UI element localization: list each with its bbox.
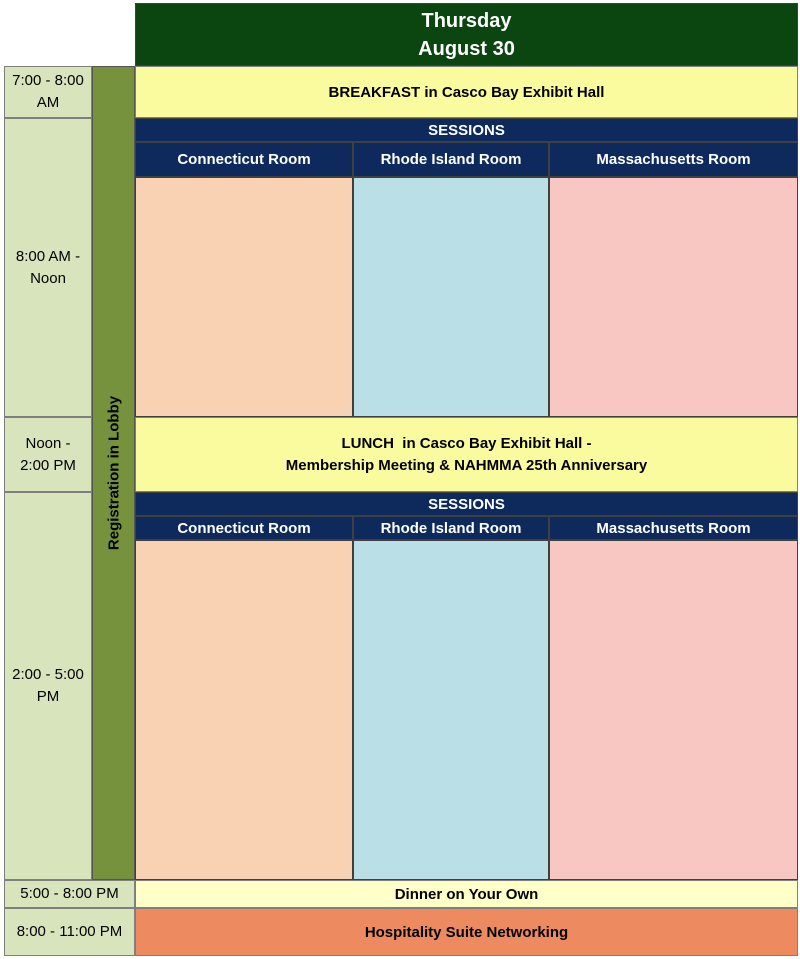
session-block-rhode-island-am — [353, 177, 549, 417]
time-slot-lunch — [4, 417, 92, 492]
day-header — [135, 3, 798, 66]
day-name: Thursday — [421, 9, 512, 32]
session-block-massachusetts-pm — [549, 540, 798, 880]
room-label: Massachusetts Room — [596, 519, 751, 537]
time-slot-breakfast — [4, 66, 92, 118]
time-slot-morning-sessions — [4, 118, 92, 417]
room-header-rhode-island — [353, 516, 549, 540]
time-label: 7:00 - 8:00 AM — [12, 72, 84, 111]
lunch-line-1: LUNCH in Casco Bay Exhibit Hall - — [341, 434, 592, 452]
session-block-connecticut-am — [135, 177, 353, 417]
time-label: 2:00 - 5:00 PM — [12, 666, 84, 705]
sessions-pm-header — [135, 492, 798, 516]
room-header-connecticut — [135, 516, 353, 540]
lunch-line-2: Membership Meeting & NAHMMA 25th Anniversary — [285, 456, 648, 474]
room-label: Massachusetts Room — [596, 151, 751, 168]
hospitality-label: Hospitality Suite Networking — [364, 923, 569, 941]
lunch-event — [135, 417, 798, 492]
time-label: 8:00 - 11:00 PM — [16, 923, 123, 940]
room-header-massachusetts — [549, 142, 798, 177]
dinner-label: Dinner on Your Own — [394, 885, 539, 903]
sessions-label: SESSIONS — [428, 495, 505, 513]
breakfast-label: BREAKFAST in Casco Bay Exhibit Hall — [328, 83, 605, 101]
time-slot-dinner — [4, 880, 135, 908]
session-block-connecticut-pm — [135, 540, 353, 880]
room-header-connecticut — [135, 142, 353, 177]
time-slot-hospitality — [4, 908, 135, 956]
room-header-rhode-island — [353, 142, 549, 177]
time-label: 5:00 - 8:00 PM — [20, 885, 119, 902]
room-label: Connecticut Room — [177, 519, 311, 537]
hospitality-event — [135, 908, 798, 956]
dinner-event — [135, 880, 798, 908]
time-label: Noon - 2:00 PM — [20, 434, 76, 474]
breakfast-event — [135, 66, 798, 118]
room-label: Rhode Island Room — [380, 519, 522, 537]
room-header-massachusetts — [549, 516, 798, 540]
room-label: Connecticut Room — [177, 151, 311, 168]
session-block-massachusetts-am — [549, 177, 798, 417]
registration-bar — [92, 66, 135, 880]
day-date: August 30 — [418, 37, 515, 60]
sessions-label: SESSIONS — [428, 121, 505, 139]
sessions-am-header — [135, 118, 798, 142]
session-block-rhode-island-pm — [353, 540, 549, 880]
registration-label: Registration in Lobby — [105, 395, 122, 551]
room-label: Rhode Island Room — [380, 151, 522, 168]
time-slot-afternoon-sessions — [4, 492, 92, 880]
time-label: 8:00 AM - Noon — [15, 247, 81, 287]
